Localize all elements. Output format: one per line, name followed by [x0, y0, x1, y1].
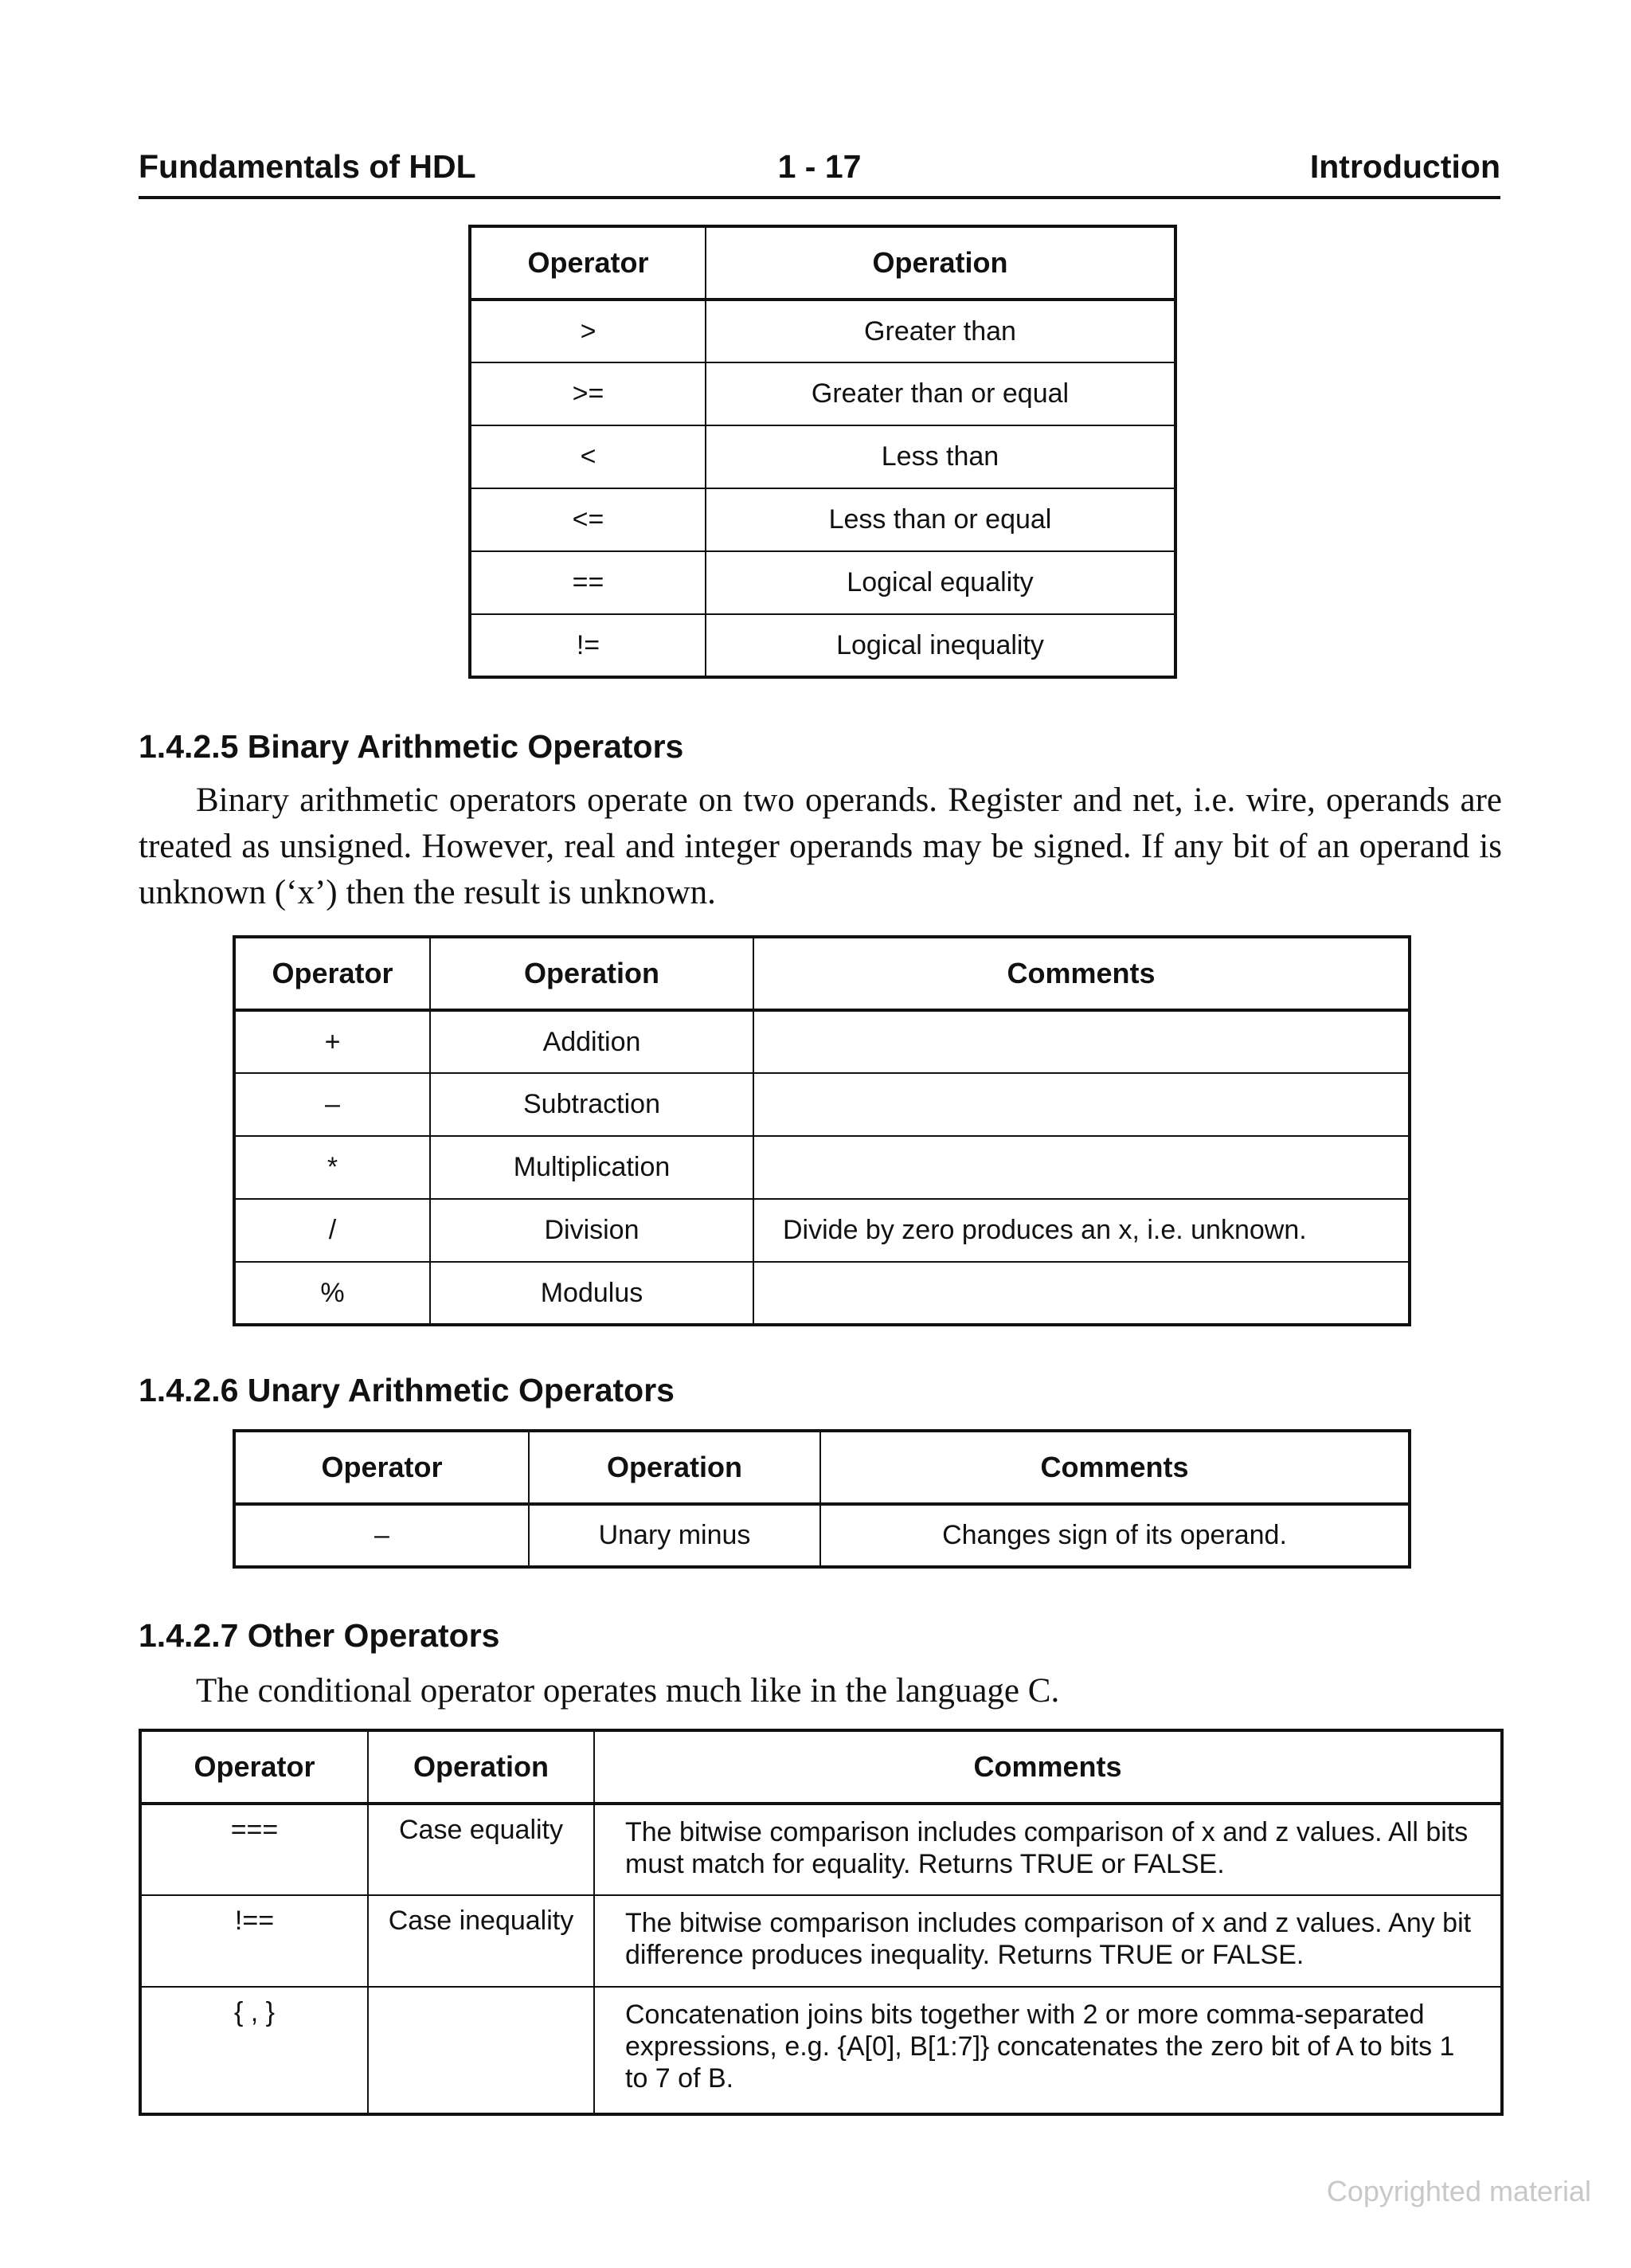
table-row [234, 1504, 1410, 1567]
comment-cell: The bitwise comparison includes comparison of x and z values. Any bit difference produces inequality. Returns TRUE or FALSE. [594, 1895, 1502, 1987]
operator-cell: * [234, 1136, 430, 1199]
operator-cell: !== [140, 1895, 368, 1987]
operation-cell: Case equality [368, 1804, 594, 1895]
column-header: Operation [430, 937, 753, 1010]
operation-cell: Modulus [430, 1262, 753, 1325]
operation-cell [368, 1987, 594, 2114]
other-paragraph-text: The conditional operator operates much like in the language C. [196, 1672, 1060, 1710]
comment-cell: Changes sign of its operand. [820, 1504, 1410, 1567]
table-row [140, 1987, 1502, 2114]
column-header: Operator [470, 226, 706, 300]
table-row [140, 1804, 1502, 1895]
table-row [470, 362, 1175, 425]
table-row [140, 1895, 1502, 1987]
operator-cell: / [234, 1199, 430, 1262]
comment-cell: Concatenation joins bits together with 2 or more comma-separated expressions, e.g. {A[0], B[1:7]} concatenates the zero bit of A to bits 1 to 7 of B. [594, 1987, 1502, 2114]
comment-cell [753, 1010, 1410, 1073]
page-header [139, 148, 1500, 199]
section-heading-other: 1.4.2.7 Other Operators [139, 1617, 500, 1654]
column-header: Operation [368, 1730, 594, 1804]
operator-cell: >= [470, 362, 706, 425]
operation-cell: Division [430, 1199, 753, 1262]
column-header: Operator [234, 937, 430, 1010]
column-header: Operator [140, 1730, 368, 1804]
table-row [470, 614, 1175, 677]
binary-paragraph-text: Binary arithmetic operators operate on two operands. Register and net, i.e. wire, operands are treated as unsigned. However, real and integer operands may be signed. If any bit of an operand is unknown (‘x’) then the result is unknown. [139, 781, 1502, 911]
table-row [470, 425, 1175, 488]
table-row [234, 1262, 1410, 1325]
copyright-watermark: Copyrighted material [1326, 2175, 1591, 2207]
column-header: Comments [753, 937, 1410, 1010]
operation-cell: Greater than or equal [706, 362, 1175, 425]
comment-cell [753, 1136, 1410, 1199]
column-header: Comments [820, 1431, 1410, 1504]
comment-cell [753, 1073, 1410, 1136]
operation-cell: Less than [706, 425, 1175, 488]
comment-cell: The bitwise comparison includes comparison of x and z values. All bits must match for equality. Returns TRUE or FALSE. [594, 1804, 1502, 1895]
table-row [234, 1073, 1410, 1136]
operator-cell: – [234, 1073, 430, 1136]
comment-cell: Divide by zero produces an x, i.e. unknown. [753, 1199, 1410, 1262]
operation-cell: Case inequality [368, 1895, 594, 1987]
binary-paragraph [139, 778, 1502, 916]
table-row [234, 1010, 1410, 1073]
section-heading-unary: 1.4.2.6 Unary Arithmetic Operators [139, 1372, 675, 1408]
operator-cell: != [470, 614, 706, 677]
operator-cell: + [234, 1010, 430, 1073]
operation-cell: Multiplication [430, 1136, 753, 1199]
table-row [470, 488, 1175, 551]
table-row [470, 551, 1175, 614]
operator-cell: <= [470, 488, 706, 551]
operation-cell: Logical inequality [706, 614, 1175, 677]
operation-cell: Unary minus [529, 1504, 820, 1567]
book-title: Fundamentals of HDL [139, 148, 476, 185]
operator-cell: % [234, 1262, 430, 1325]
other-operators-table [139, 1729, 1504, 2116]
column-header: Operator [234, 1431, 529, 1504]
chapter-title: Introduction [1309, 148, 1500, 185]
table-row [470, 300, 1175, 362]
table-row [234, 1199, 1410, 1262]
other-paragraph [139, 1668, 1502, 1714]
operator-cell: – [234, 1504, 529, 1567]
column-header: Operation [529, 1431, 820, 1504]
operation-cell: Logical equality [706, 551, 1175, 614]
operator-cell: === [140, 1804, 368, 1895]
binary-operators-table [233, 935, 1411, 1326]
section-heading-binary: 1.4.2.5 Binary Arithmetic Operators [139, 728, 684, 765]
unary-operators-table [233, 1429, 1411, 1569]
column-header: Comments [594, 1730, 1502, 1804]
page-number: 1 - 17 [777, 148, 862, 185]
operator-cell: > [470, 300, 706, 362]
operator-cell: { , } [140, 1987, 368, 2114]
comment-cell [753, 1262, 1410, 1325]
operation-cell: Less than or equal [706, 488, 1175, 551]
operation-cell: Subtraction [430, 1073, 753, 1136]
operation-cell: Addition [430, 1010, 753, 1073]
operator-cell: == [470, 551, 706, 614]
operation-cell: Greater than [706, 300, 1175, 362]
column-header: Operation [706, 226, 1175, 300]
operator-cell: < [470, 425, 706, 488]
relational-operators-table [468, 225, 1177, 679]
table-row [234, 1136, 1410, 1199]
